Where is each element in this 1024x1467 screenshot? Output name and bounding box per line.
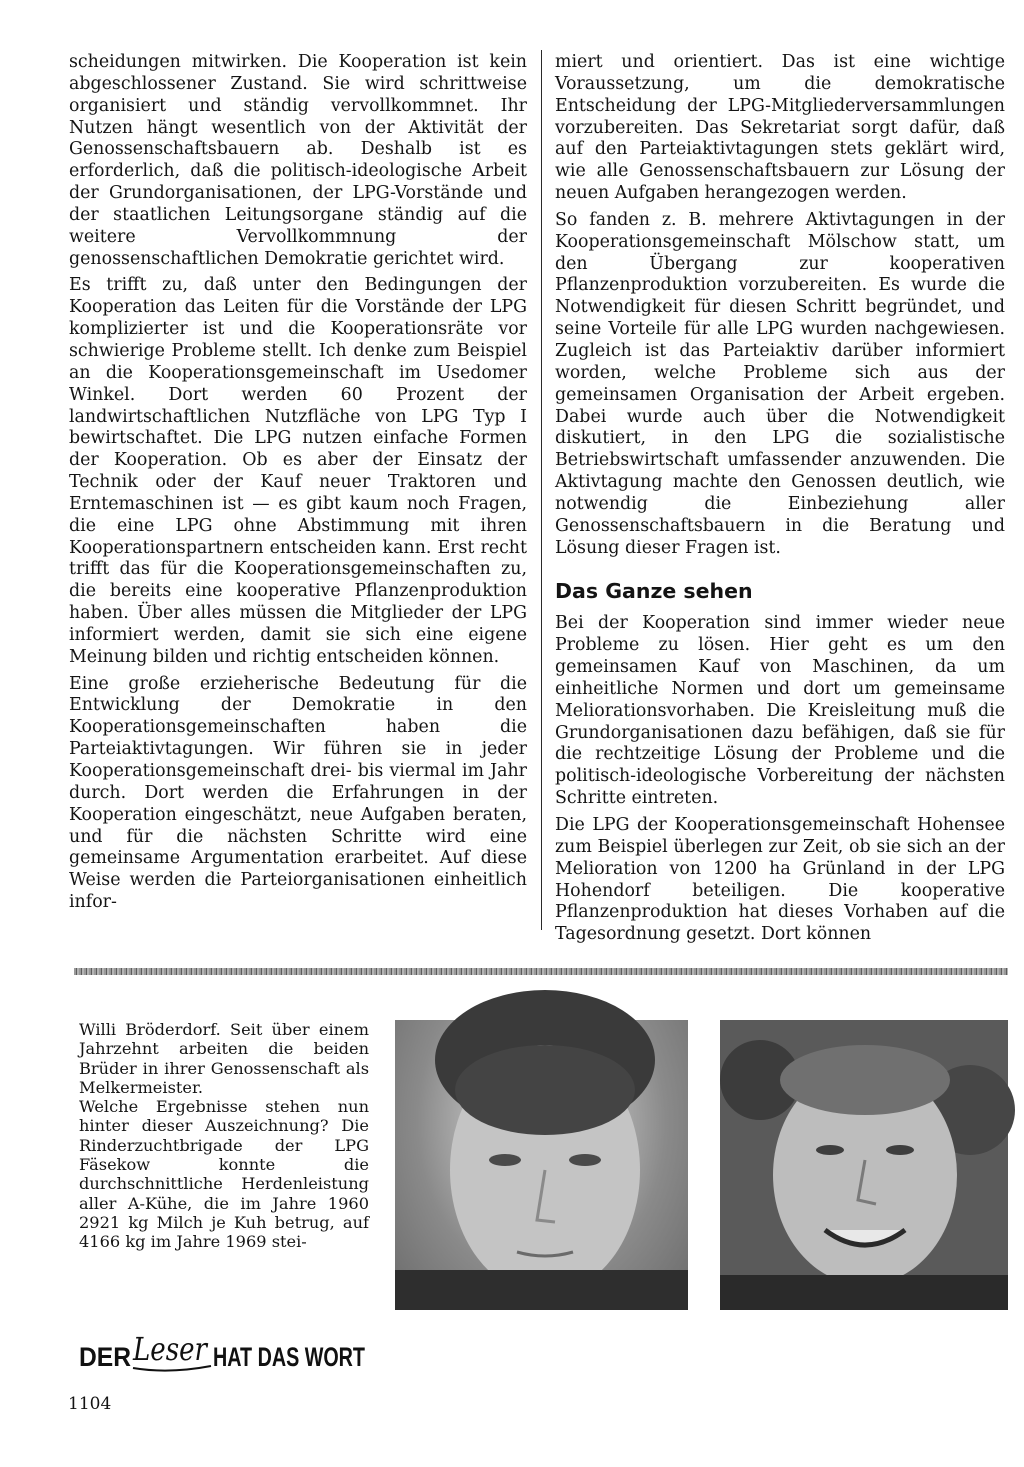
right-paragraph-4: Die LPG der Kooperationsgemeinschaft Hohensee zum Beispiel überlegen zur Zeit, ob sie sich an der Melioration von 1200 ha Grünland in der LPG Hohendorf beteiligen. Die kooperative Pflanzenproduktion hat dieses Vorhaben auf die Tagesordnung gesetzt. Dort können: [555, 815, 1005, 945]
portrait-illustration-right: [720, 1020, 1008, 1310]
right-text-column: [555, 52, 1005, 951]
logo-der-text: DER: [79, 1342, 131, 1372]
right-paragraph-2: So fanden z. B. mehrere Aktivtagungen in der Kooperationsgemeinschaft Mölschow statt, um den Übergang zur kooperativen Pflanzenproduktion vorzubereiten. Es wurde die Notwendigkeit für diesen Schritt begründet, und seine Vorteile für alle LPG wurden nachgewiesen. Zugleich ist das Parteiaktiv darüber informiert worden, welche Probleme sich aus der gemeinsamen Organisation der Arbeit ergeben. Dabei wurde auch über die Notwendigkeit diskutiert, in den LPG die sozialistische Betriebswirtschaft umfassender anzuwenden. Die Aktivtagung machte den Genossen deutlich, wie notwendig die Einbeziehung aller Genossenschaftsbauern in die Beratung und Lösung dieser Fragen ist.: [555, 209, 1005, 558]
page-number: 1104: [68, 1394, 112, 1414]
photo-caption: [79, 1020, 369, 1252]
portrait-photo-right: [720, 1020, 1008, 1310]
left-paragraph-3: Eine große erzieherische Bedeutung für die Entwicklung der Demokratie in den Kooperationsgemeinschaften haben die Parteiaktivtagungen. Wir führen sie in jeder Kooperationsgemeinschaft drei- bis viermal im Jahr durch. Dort werden die Erfahrungen in der Kooperation eingeschätzt, neue Aufgaben beraten, und für die nächsten Schritte wird eine gemeinsame Argumentation erarbeitet. Auf diese Weise werden die Parteiorganisationen einheitlich infor-: [69, 673, 527, 913]
portrait-illustration-left: [395, 1020, 688, 1310]
der-leser-hat-das-wort-logo: [79, 1330, 369, 1374]
left-text-column: [69, 52, 527, 919]
logo-graphic: [79, 1330, 369, 1374]
right-paragraph-1: miert und orientiert. Das ist eine wichtige Voraussetzung, um die demokratische Entscheidung der LPG-Mitgliederversammlungen vorzubereiten. Das Sekretariat sorgt dafür, daß auf den Parteiaktivtagungen stets geklärt wird, wie alle Genossenschaftsbauern zur Lösung der neuen Aufgaben herangezogen werden.: [555, 52, 1005, 204]
left-paragraph-2: Es trifft zu, daß unter den Bedingungen der Kooperation das Leiten für die Vorstände der LPG komplizierter ist und die Kooperationsräte vor schwierige Probleme stellt. Ich denke zum Beispiel an die Kooperationsgemeinschaft im Usedomer Winkel. Dort werden 60 Prozent der landwirtschaftlichen Nutzfläche von LPG Typ I bewirtschaftet. Die LPG nutzen einfache Formen der Kooperation. Ob es aber der Einsatz der Technik oder der Kauf neuer Traktoren und Erntemaschinen ist — es gibt kaum noch Fragen, die eine LPG ohne Abstimmung mit ihren Kooperationspartnern entscheiden kann. Erst recht trifft das für die Kooperationsgemeinschaften zu, die bereits eine kooperative Pflanzenproduktion haben. Über alles müssen die Mitglieder der LPG informiert werden, damit sie sich eine eigene Meinung bilden und richtig entscheiden können.: [69, 275, 527, 667]
logo-leser-script: Leser: [132, 1330, 209, 1368]
caption-paragraph-2: Welche Ergebnisse stehen nun hinter dieser Auszeichnung? Die Rinderzuchtbrigade der LPG Fäsekow konnte die durchschnittliche Herdenleistung aller A-Kühe, die im Jahre 1960 2921 kg Milch je Kuh betrug, auf 4166 kg im Jahre 1969 stei-: [79, 1097, 369, 1252]
horizontal-rule: [74, 968, 1008, 975]
right-paragraph-3: Bei der Kooperation sind immer wieder neue Probleme zu lösen. Hier geht es um den gemeinsamen Kauf von Maschinen, da um einheitliche Normen und dort um gemeinsame Meliorationsvorhaben. Die Kreisleitung muß die Grundorganisationen dazu befähigen, daß sie für die rechtzeitige Lösung der Probleme und die politisch-ideologische Vorbereitung der nächsten Schritte eintreten.: [555, 613, 1005, 809]
column-divider: [541, 50, 542, 930]
left-paragraph-1: scheidungen mitwirken. Die Kooperation ist kein abgeschlossener Zustand. Sie wird schrittweise organisiert und ständig vervollkommnet. Ihr Nutzen hängt wesentlich von der Aktivität der Genossenschaftsbauern ab. Deshalb ist es erforderlich, daß die politisch-ideologische Arbeit der Grundorganisationen, der LPG-Vorstände und der staatlichen Leitungsorgane ständig auf die weitere Vervollkommnung der genossenschaftlichen Demokratie gerichtet wird.: [69, 52, 527, 269]
logo-hat-das-wort-text: HAT DAS WORT: [213, 1342, 366, 1372]
caption-paragraph-1: Willi Bröderdorf. Seit über einem Jahrzehnt arbeiten die beiden Brüder in ihrer Genossenschaft als Melkermeister.: [79, 1020, 369, 1097]
portrait-photo-left: [395, 1020, 688, 1310]
section-heading: Das Ganze sehen: [555, 579, 753, 604]
